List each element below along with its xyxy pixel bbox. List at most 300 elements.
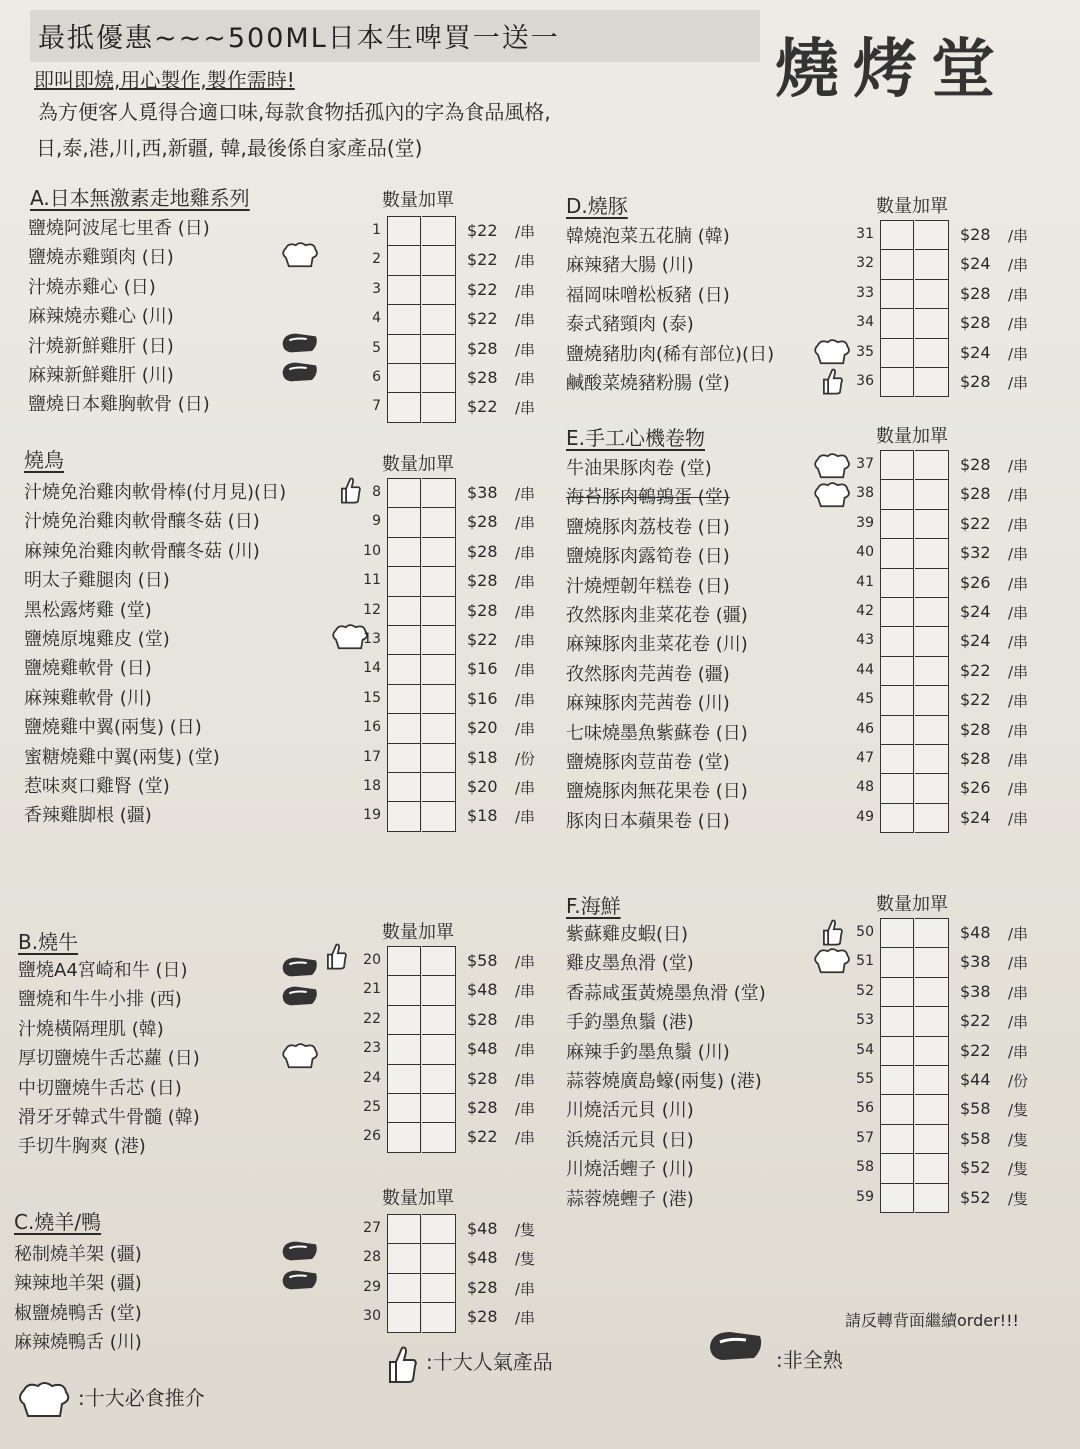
section-title-c: C.燒羊/鴨 [14, 1210, 102, 1234]
quantity-box[interactable] [915, 773, 949, 803]
quantity-box[interactable] [422, 1273, 456, 1303]
chef-hat-icon [812, 481, 848, 505]
item-unit: /串 [1008, 486, 1029, 505]
item-unit: /串 [1008, 925, 1029, 943]
quantity-box[interactable] [422, 507, 456, 537]
order-row [856, 538, 1078, 567]
chef-hat-icon [812, 947, 848, 971]
quantity-box[interactable] [387, 1214, 421, 1244]
item-number: 48 [856, 779, 874, 796]
quantity-box[interactable] [422, 275, 456, 305]
quantity-box[interactable] [915, 308, 949, 338]
quantity-box[interactable] [422, 625, 456, 655]
quantity-box[interactable] [387, 684, 421, 714]
item-unit: /串 [1008, 545, 1029, 564]
menu-item-name: 麻辣燒鴨舌 (川) [14, 1332, 142, 1354]
order-row [363, 801, 585, 830]
quantity-box[interactable] [387, 654, 421, 684]
item-number: 29 [363, 1278, 381, 1295]
order-row [856, 1183, 1078, 1212]
order-row [363, 1093, 585, 1122]
quantity-box[interactable] [422, 304, 456, 334]
item-unit: /份 [1008, 1072, 1029, 1090]
order-row [856, 977, 1078, 1006]
item-number: 13 [363, 631, 381, 647]
item-price: $28 [467, 512, 498, 532]
menu-item-name: 麻辣豚肉芫茜卷 (川) [566, 693, 730, 715]
item-price: $22 [960, 690, 991, 710]
quantity-box[interactable] [387, 216, 421, 246]
quantity-box[interactable] [915, 977, 949, 1007]
item-number: 57 [856, 1129, 874, 1146]
quantity-box[interactable] [387, 363, 421, 393]
quantity-box[interactable] [422, 1093, 456, 1123]
item-unit: /隻 [1008, 1130, 1029, 1149]
quantity-box[interactable] [387, 1243, 421, 1273]
item-unit: /隻 [515, 1221, 536, 1239]
quantity-box[interactable] [915, 568, 949, 598]
quantity-box[interactable] [915, 450, 949, 480]
quantity-box[interactable] [387, 537, 421, 567]
menu-item-name: 蒜蓉燒蟶子 (港) [566, 1188, 694, 1210]
item-number: 35 [856, 343, 874, 360]
quantity-box[interactable] [422, 334, 456, 364]
quantity-box[interactable] [387, 1064, 421, 1094]
quantity-box[interactable] [915, 279, 949, 309]
menu-item-name: 豚肉日本蘋果卷 (日) [566, 810, 730, 832]
quantity-box[interactable] [422, 1302, 456, 1332]
quantity-box[interactable] [387, 304, 421, 334]
quantity-box[interactable] [915, 1183, 949, 1213]
quantity-box[interactable] [880, 538, 914, 568]
menu-item-name: 明太子雞腿肉 (日) [24, 570, 170, 592]
item-unit: /串 [515, 1070, 536, 1089]
menu-item-name: 鹽燒阿波尾七里香 (日) [28, 218, 210, 239]
menu-item-name: 鹽燒雞中翼(兩隻) (日) [24, 717, 202, 739]
item-price: $20 [467, 718, 498, 738]
quantity-box[interactable] [880, 918, 914, 948]
quantity-box[interactable] [880, 947, 914, 977]
order-row [372, 245, 585, 274]
item-number: 50 [856, 924, 874, 940]
quantity-box[interactable] [422, 478, 456, 508]
order-row [372, 507, 585, 536]
item-number: 49 [856, 808, 874, 825]
order-row [363, 684, 585, 713]
quantity-box[interactable] [422, 1005, 456, 1035]
quantity-box[interactable] [880, 450, 914, 480]
legend-chef-label: :十大必食推介 [78, 1386, 205, 1410]
quantity-box[interactable] [422, 743, 456, 773]
order-row [363, 537, 585, 566]
item-number: 52 [856, 982, 874, 999]
menu-item-name: 麻辣新鮮雞肝 (川) [28, 365, 174, 386]
item-number: 5 [372, 339, 381, 356]
item-number: 47 [856, 750, 874, 766]
quantity-box[interactable] [422, 1034, 456, 1064]
quantity-box[interactable] [915, 1094, 949, 1124]
quantity-box[interactable] [880, 1124, 914, 1154]
steak-icon [280, 330, 316, 354]
order-row [856, 1065, 1078, 1094]
quantity-box[interactable] [880, 279, 914, 309]
chef-hat-icon [812, 452, 848, 476]
menu-item-name: 鹽燒赤雞頸肉 (日) [28, 247, 174, 269]
item-price: $28 [960, 283, 991, 303]
quantity-box[interactable] [915, 918, 949, 948]
item-number: 56 [856, 1100, 874, 1117]
menu-item-name: 川燒活元貝 (川) [566, 1100, 694, 1122]
chef-hat-icon [280, 1042, 316, 1066]
quantity-box[interactable] [387, 975, 421, 1005]
menu-item-name: 鹽燒雞軟骨 (日) [24, 658, 152, 680]
menu-item-name: 手釣墨魚鬚 (港) [566, 1012, 694, 1034]
item-price: $58 [960, 1128, 991, 1148]
quantity-box[interactable] [915, 626, 949, 656]
quantity-header: 數量加單 [382, 190, 454, 211]
quantity-box[interactable] [422, 566, 456, 596]
quantity-box[interactable] [915, 509, 949, 539]
item-number: 39 [856, 514, 874, 531]
order-row [372, 304, 585, 333]
item-price: $22 [467, 630, 498, 649]
quantity-box[interactable] [880, 249, 914, 279]
menu-item-name: 厚切鹽燒牛舌芯蘿 (日) [18, 1048, 200, 1070]
item-number: 19 [363, 807, 381, 824]
order-row [856, 220, 1078, 249]
quantity-box[interactable] [422, 1064, 456, 1094]
item-price: $24 [960, 631, 991, 651]
order-row [856, 744, 1078, 773]
quantity-box[interactable] [880, 685, 914, 715]
quantity-box[interactable] [387, 245, 421, 275]
order-row [363, 596, 585, 625]
menu-item-name: 孜然豚肉韭菜花卷 (疆) [566, 605, 748, 626]
menu-item-name: 麻辣免治雞肉軟骨釀冬菇 (川) [24, 540, 260, 562]
item-unit: /串 [1008, 662, 1029, 681]
quantity-box[interactable] [387, 596, 421, 626]
item-unit: /串 [515, 252, 536, 271]
item-unit: /隻 [1008, 1189, 1029, 1208]
item-price: $26 [960, 572, 991, 592]
order-row [856, 1036, 1078, 1065]
quantity-box[interactable] [880, 1036, 914, 1066]
quantity-box[interactable] [915, 249, 949, 279]
quantity-box[interactable] [880, 1006, 914, 1036]
intro-line-3: 日,泰,港,川,西,新疆, 韓,最後係自家產品(堂) [36, 136, 423, 160]
quantity-box[interactable] [880, 626, 914, 656]
quantity-box[interactable] [422, 946, 456, 976]
item-number: 59 [856, 1188, 874, 1205]
quantity-box[interactable] [387, 275, 421, 305]
section-title-b: B.燒牛 [18, 930, 79, 954]
quantity-box[interactable] [387, 1005, 421, 1035]
item-price: $28 [467, 338, 498, 358]
quantity-box[interactable] [915, 1065, 949, 1095]
item-unit: /串 [515, 573, 536, 592]
quantity-box[interactable] [915, 220, 949, 250]
item-unit: /串 [1008, 574, 1029, 593]
quantity-box[interactable] [880, 744, 914, 774]
quantity-box[interactable] [880, 597, 914, 627]
quantity-box[interactable] [915, 479, 949, 509]
item-number: 21 [363, 981, 381, 998]
item-number: 45 [856, 691, 874, 708]
quantity-box[interactable] [422, 772, 456, 802]
item-price: $22 [467, 279, 498, 299]
quantity-box[interactable] [880, 568, 914, 598]
item-number: 7 [372, 398, 381, 415]
quantity-box[interactable] [915, 1124, 949, 1154]
quantity-box[interactable] [915, 338, 949, 368]
quantity-box[interactable] [422, 596, 456, 626]
quantity-box[interactable] [387, 566, 421, 596]
quantity-box[interactable] [915, 656, 949, 686]
quantity-box[interactable] [915, 744, 949, 774]
quantity-box[interactable] [387, 1273, 421, 1303]
menu-item-name: 麻辣燒赤雞心 (川) [28, 306, 174, 328]
item-number: 51 [856, 953, 874, 970]
menu-item-name: 手切牛胸爽 (港) [18, 1136, 146, 1158]
item-number: 41 [856, 573, 874, 590]
item-number: 26 [363, 1128, 381, 1145]
order-row [856, 249, 1078, 278]
item-unit: /串 [515, 485, 536, 503]
item-number: 54 [856, 1041, 874, 1058]
quantity-box[interactable] [387, 946, 421, 976]
quantity-box[interactable] [422, 245, 456, 275]
quantity-box[interactable] [387, 507, 421, 537]
order-row [856, 918, 1078, 947]
item-unit: /隻 [515, 1250, 536, 1269]
quantity-box[interactable] [915, 947, 949, 977]
menu-item-name: 秘制燒羊架 (疆) [14, 1244, 142, 1265]
menu-item-name: 鹽燒A4宮崎和牛 (日) [18, 960, 188, 981]
quantity-box[interactable] [880, 977, 914, 1007]
item-price: $52 [960, 1187, 991, 1207]
item-price: $58 [960, 1099, 991, 1119]
quantity-box[interactable] [880, 1094, 914, 1124]
steak-icon [280, 954, 316, 978]
quantity-box[interactable] [880, 338, 914, 368]
quantity-box[interactable] [422, 1243, 456, 1273]
quantity-box[interactable] [880, 308, 914, 338]
menu-item-name: 香蒜咸蛋黃燒墨魚滑 (堂) [566, 982, 766, 1004]
item-price: $24 [960, 254, 991, 274]
item-price: $28 [467, 1277, 498, 1297]
item-number: 3 [372, 280, 381, 297]
quantity-box[interactable] [880, 367, 914, 397]
menu-item-name: 七味燒墨魚紫蘇卷 (日) [566, 722, 748, 744]
item-unit: /隻 [1008, 1101, 1029, 1120]
quantity-box[interactable] [915, 803, 949, 833]
item-price: $22 [467, 250, 498, 270]
quantity-box[interactable] [387, 1034, 421, 1064]
item-price: $28 [467, 1098, 498, 1117]
quantity-box[interactable] [915, 685, 949, 715]
menu-item-name: 滑牙牙韓式牛骨髓 (韓) [18, 1107, 200, 1128]
item-price: $18 [467, 747, 498, 767]
quantity-box[interactable] [422, 713, 456, 743]
item-unit: /串 [515, 1309, 536, 1328]
item-number: 58 [856, 1159, 874, 1176]
item-price: $38 [960, 952, 991, 972]
menu-item-name: 黑松露烤雞 (堂) [24, 599, 152, 621]
order-row [856, 685, 1078, 714]
order-row [856, 308, 1078, 337]
menu-item-name: 汁燒赤雞心 (日) [28, 276, 156, 298]
order-row [363, 946, 585, 975]
order-row [363, 654, 585, 683]
item-number: 17 [363, 748, 381, 765]
item-unit: /串 [1008, 604, 1029, 622]
menu-item-name: 紫蘇雞皮蝦(日) [566, 924, 689, 945]
section-title-d: D.燒豚 [566, 194, 628, 218]
quantity-box[interactable] [880, 1153, 914, 1183]
quantity-box[interactable] [422, 1214, 456, 1244]
chef-hat-icon [280, 241, 316, 265]
quantity-box[interactable] [915, 538, 949, 568]
quantity-box[interactable] [880, 220, 914, 250]
item-price: $28 [960, 313, 991, 333]
item-price: $48 [467, 1248, 498, 1268]
steak-icon [280, 983, 316, 1007]
order-row [856, 338, 1078, 367]
quantity-box[interactable] [387, 743, 421, 773]
order-row [856, 1006, 1078, 1035]
turn-over-note: 請反轉背面繼續order!!! [845, 1311, 1019, 1330]
item-number: 40 [856, 544, 874, 561]
quantity-box[interactable] [422, 363, 456, 393]
item-unit: /串 [515, 399, 536, 418]
quantity-box[interactable] [422, 654, 456, 684]
item-price: $28 [467, 571, 498, 591]
item-price: $22 [960, 660, 991, 680]
order-row [363, 1214, 585, 1243]
item-number: 44 [856, 661, 874, 678]
quantity-box[interactable] [422, 684, 456, 714]
item-number: 33 [856, 284, 874, 301]
item-number: 43 [856, 632, 874, 649]
item-price: $58 [467, 951, 498, 970]
quantity-box[interactable] [880, 1183, 914, 1213]
item-unit: /串 [515, 223, 536, 241]
quantity-box[interactable] [915, 1006, 949, 1036]
quantity-box[interactable] [387, 1122, 421, 1152]
menu-item-name: 汁燒煙韌年糕卷 (日) [566, 575, 730, 597]
order-row [856, 479, 1078, 508]
quantity-box[interactable] [422, 392, 456, 422]
quantity-box[interactable] [880, 773, 914, 803]
quantity-box[interactable] [387, 625, 421, 655]
order-row [363, 1122, 585, 1151]
quantity-box[interactable] [422, 537, 456, 567]
order-row [856, 1153, 1078, 1182]
order-row [856, 773, 1078, 802]
quantity-box[interactable] [880, 479, 914, 509]
quantity-box[interactable] [915, 367, 949, 397]
order-row [856, 568, 1078, 597]
order-row [856, 367, 1078, 396]
menu-item-name: 麻辣手釣墨魚鬚 (川) [566, 1041, 730, 1063]
quantity-box[interactable] [915, 597, 949, 627]
quantity-box[interactable] [880, 656, 914, 686]
menu-item-name: 牛油果豚肉卷 (堂) [566, 458, 712, 479]
item-number: 20 [363, 952, 381, 968]
item-price: $28 [960, 372, 991, 391]
quantity-box[interactable] [915, 1153, 949, 1183]
item-unit: /串 [515, 1279, 536, 1298]
order-row [856, 279, 1078, 308]
quantity-box[interactable] [880, 715, 914, 745]
menu-item-name: 麻辣豚肉韭菜花卷 (川) [566, 634, 748, 656]
menu-item-name: 川燒活蟶子 (川) [566, 1159, 694, 1181]
legend-steak-label: :非全熟 [776, 1348, 843, 1372]
order-row [856, 1094, 1078, 1123]
item-price: $32 [960, 543, 991, 563]
item-price: $24 [960, 602, 991, 621]
menu-item-name: 汁燒新鮮雞肝 (日) [28, 335, 174, 357]
quantity-box[interactable] [422, 1122, 456, 1152]
menu-item-name: 蒜蓉燒廣島蠔(兩隻) (港) [566, 1071, 762, 1092]
item-price: $22 [467, 309, 498, 329]
section-title-chicken: 燒鳥 [24, 448, 64, 472]
quantity-box[interactable] [387, 334, 421, 364]
order-row [363, 566, 585, 595]
quantity-box[interactable] [387, 1302, 421, 1332]
item-unit: /串 [1008, 1042, 1029, 1061]
item-price: $38 [467, 483, 498, 502]
item-number: 38 [856, 485, 874, 502]
item-number: 23 [363, 1040, 381, 1057]
legend-thumb-label: :十大人氣產品 [426, 1350, 553, 1374]
item-number: 2 [372, 251, 381, 268]
quantity-box[interactable] [387, 478, 421, 508]
item-unit: /串 [515, 779, 536, 797]
order-row [363, 1302, 585, 1331]
quantity-box[interactable] [422, 975, 456, 1005]
menu-item-name: 孜然豚肉芫茜卷 (疆) [566, 663, 730, 685]
quantity-box[interactable] [880, 1065, 914, 1095]
quantity-box[interactable] [915, 715, 949, 745]
order-row [856, 626, 1078, 655]
item-price: $48 [467, 1039, 498, 1059]
item-price: $48 [467, 1219, 498, 1238]
quantity-box[interactable] [880, 509, 914, 539]
steak-icon [280, 359, 316, 383]
item-number: 36 [856, 373, 874, 389]
quantity-box[interactable] [915, 1036, 949, 1066]
item-price: $44 [960, 1070, 991, 1089]
quantity-box[interactable] [422, 801, 456, 831]
order-row [363, 1064, 585, 1093]
quantity-box[interactable] [387, 1093, 421, 1123]
order-row [363, 975, 585, 1004]
item-price: $28 [467, 1307, 498, 1327]
quantity-box[interactable] [387, 801, 421, 831]
quantity-box[interactable] [387, 392, 421, 422]
intro-line-1: 即叫即燒,用心製作,製作需時! [34, 68, 295, 92]
menu-item-name: 鹹酸菜燒豬粉腸 (堂) [566, 373, 730, 394]
item-number: 9 [372, 513, 381, 530]
item-unit: /份 [515, 749, 536, 768]
quantity-box[interactable] [387, 713, 421, 743]
quantity-box[interactable] [387, 772, 421, 802]
quantity-box[interactable] [422, 216, 456, 246]
item-number: 31 [856, 226, 874, 242]
order-row [363, 1273, 585, 1302]
quantity-box[interactable] [880, 803, 914, 833]
